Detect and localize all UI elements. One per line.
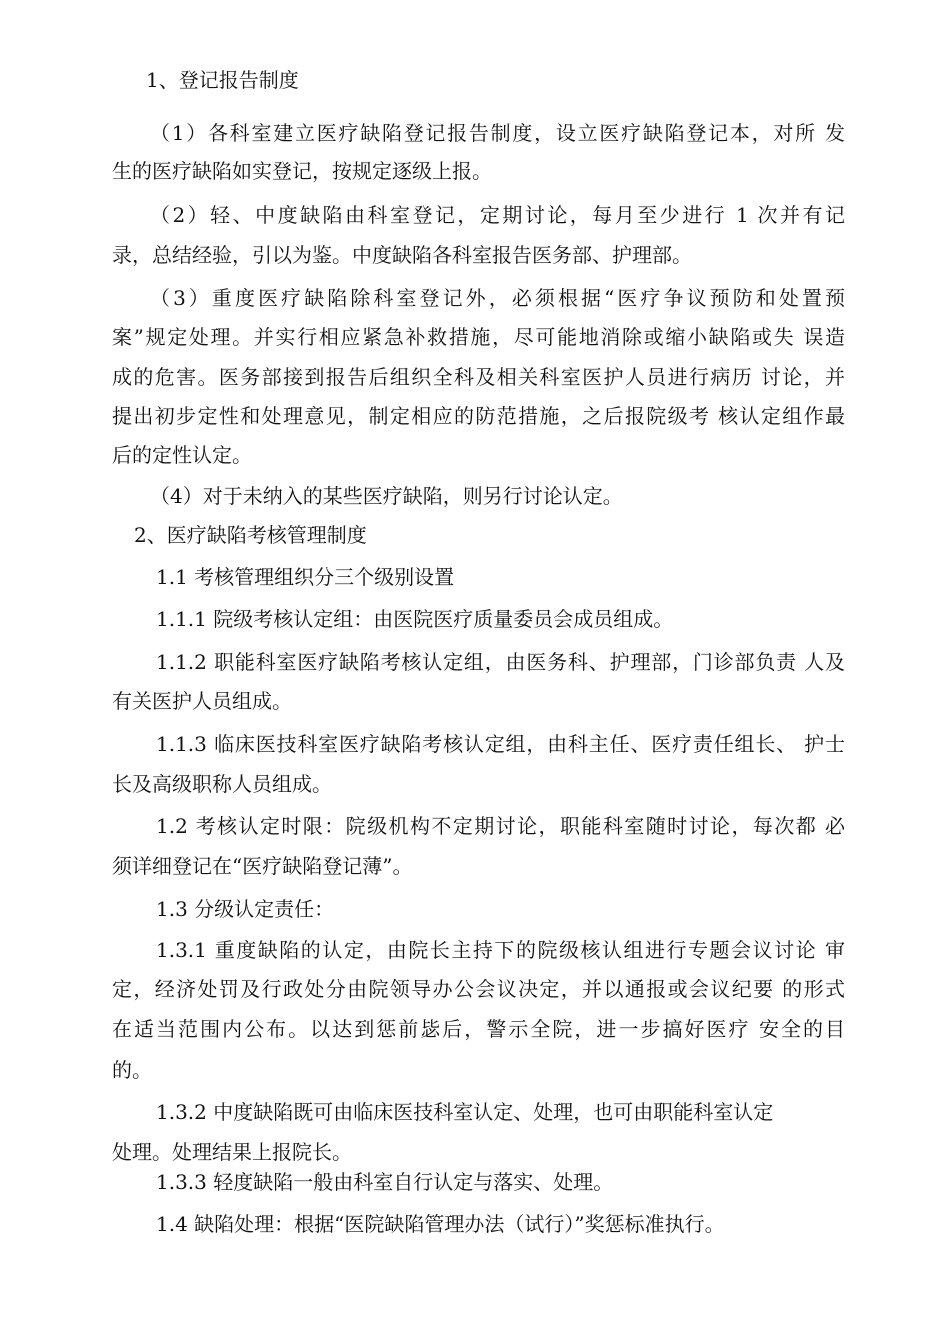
section-1-heading: 1、登记报告制度 bbox=[146, 68, 299, 92]
paragraph-2-line-2: 录，总结经验，引以为鉴。中度缺陷各科室报告医务部、护理部。 bbox=[112, 243, 692, 267]
subsection-1-1-heading: 1.1 考核管理组织分三个级别设置 bbox=[156, 565, 455, 589]
paragraph-3-line-2: 案”规定处理。并实行相应紧急补救措施，尽可能地消除或缩小缺陷或失 误造 bbox=[112, 325, 845, 349]
section-2-heading: 2、医疗缺陷考核管理制度 bbox=[134, 523, 367, 547]
subsection-1-3-1-line-1: 1.3.1 重度缺陷的认定，由院长主持下的院级核认组进行专题会议讨论 审 bbox=[156, 938, 845, 962]
paragraph-3-line-1: （3）重度医疗缺陷除科室登记外，必须根据“医疗争议预防和处置预 bbox=[150, 286, 845, 310]
paragraph-1-line-1: （1）各科室建立医疗缺陷登记报告制度，设立医疗缺陷登记本，对所 发 bbox=[150, 121, 845, 145]
subsection-1-3-heading: 1.3 分级认定责任： bbox=[156, 897, 335, 921]
subsection-1-3-2-line-2: 处理。处理结果上报院长。 bbox=[112, 1140, 352, 1164]
subsection-1-1-2-line-2: 有关医护人员组成。 bbox=[112, 689, 292, 713]
subsection-1-1-3-line-2: 长及高级职称人员组成。 bbox=[112, 772, 332, 796]
subsection-1-4-line-1: 1.4 缺陷处理：根据“医院缺陷管理办法（试行）”奖惩标准执行。 bbox=[156, 1212, 725, 1236]
subsection-1-1-1-line-1: 1.1.1 院级考核认定组：由医院医疗质量委员会成员组成。 bbox=[156, 607, 674, 631]
subsection-1-3-3-line-1: 1.3.3 轻度缺陷一般由科室自行认定与落实、处理。 bbox=[156, 1170, 614, 1194]
subsection-1-3-1-line-2: 定，经济处罚及行政处分由院领导办公会议决定，并以通报或会议纪要 的形式 bbox=[112, 977, 845, 1001]
paragraph-1-line-2: 生的医疗缺陷如实登记，按规定逐级上报。 bbox=[112, 159, 492, 183]
subsection-1-2-line-2: 须详细登记在“医疗缺陷登记薄”。 bbox=[112, 854, 413, 878]
paragraph-3-line-4: 提出初步定性和处理意见，制定相应的防范措施，之后报院级考 核认定组作最 bbox=[112, 404, 845, 428]
paragraph-2-line-1: （2）轻、中度缺陷由科室登记，定期讨论，每月至少进行 1 次并有记 bbox=[150, 203, 845, 227]
subsection-1-1-3-line-1: 1.1.3 临床医技科室医疗缺陷考核认定组，由科主任、医疗责任组长、 护士 bbox=[156, 732, 845, 756]
subsection-1-1-2-line-1: 1.1.2 职能科室医疗缺陷考核认定组，由医务科、护理部，门诊部负责 人及 bbox=[156, 650, 845, 674]
paragraph-3-line-5: 后的定性认定。 bbox=[112, 443, 252, 467]
subsection-1-2-line-1: 1.2 考核认定时限：院级机构不定期讨论，职能科室随时讨论，每次都 必 bbox=[156, 814, 845, 838]
paragraph-3-line-3: 成的危害。医务部接到报告后组织全科及相关科室医护人员进行病历 讨论，并 bbox=[112, 365, 845, 389]
subsection-1-3-1-line-4: 的。 bbox=[112, 1058, 152, 1082]
paragraph-4-line-1: （4）对于未纳入的某些医疗缺陷，则另行讨论认定。 bbox=[150, 484, 623, 508]
subsection-1-3-2-line-1: 1.3.2 中度缺陷既可由临床医技科室认定、处理，也可由职能科室认定 bbox=[156, 1100, 774, 1124]
subsection-1-3-1-line-3: 在适当范围内公布。以达到惩前毖后，警示全院，进一步搞好医疗 安全的目 bbox=[112, 1017, 845, 1041]
